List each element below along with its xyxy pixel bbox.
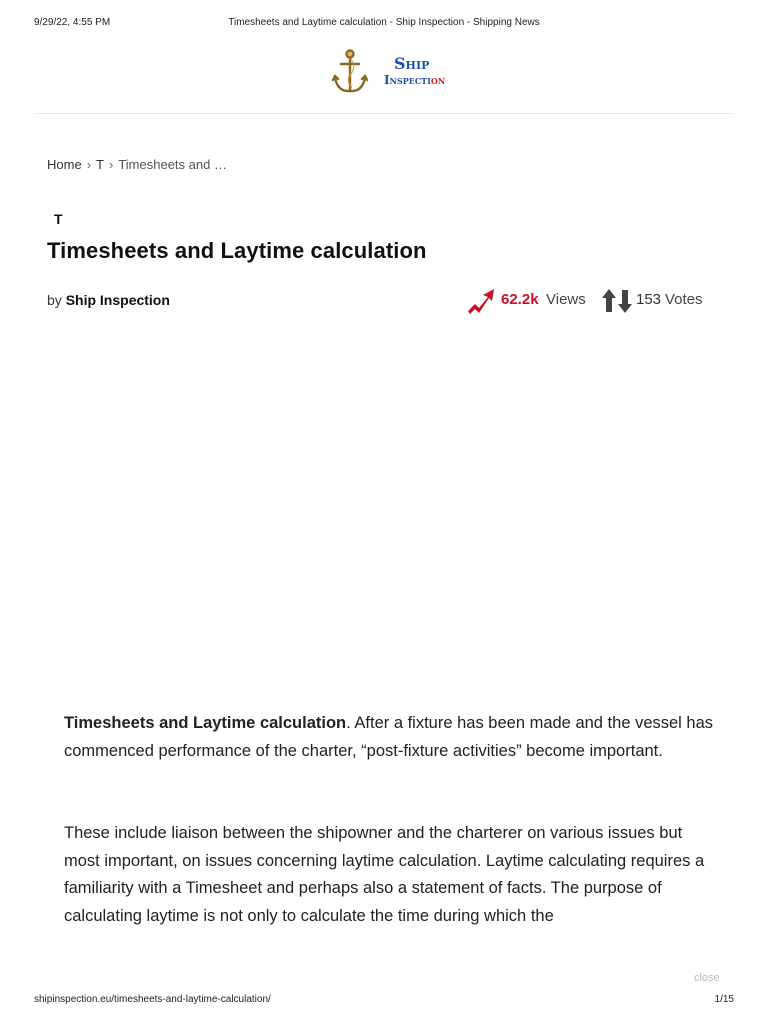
article-stats xyxy=(466,286,716,316)
vote-arrows-icon[interactable] xyxy=(601,288,633,314)
article-title: Timesheets and Laytime calculation xyxy=(47,238,427,263)
breadcrumb-category[interactable]: T xyxy=(96,157,104,172)
print-url: shipinspection.eu/timesheets-and-laytime-calculation/ xyxy=(34,994,271,1005)
votes-count: 153 xyxy=(636,291,662,308)
breadcrumb-home[interactable]: Home xyxy=(47,157,82,172)
byline xyxy=(47,292,170,308)
article-body xyxy=(64,710,714,930)
header-divider xyxy=(36,113,732,114)
logo-word-ship: Ship xyxy=(394,54,430,73)
site-logo[interactable] xyxy=(330,48,460,98)
anchor-icon xyxy=(330,48,370,96)
close-button[interactable]: close xyxy=(694,972,720,984)
trending-up-icon xyxy=(466,286,496,316)
logo-word-inspection-accent: on xyxy=(430,73,446,87)
votes-label: Votes xyxy=(665,291,703,308)
byline-prefix: by xyxy=(47,292,62,308)
breadcrumb-separator: › xyxy=(86,157,92,172)
logo-word-inspection-main: Inspecti xyxy=(384,73,431,87)
article-category[interactable]: T xyxy=(54,211,63,227)
breadcrumb-current: Timesheets and … xyxy=(118,157,227,172)
views-label: Views xyxy=(546,291,586,308)
print-header xyxy=(0,17,768,31)
breadcrumb-separator: › xyxy=(108,157,114,172)
paragraph xyxy=(64,710,714,765)
author-link[interactable]: Ship Inspection xyxy=(65,292,170,308)
logo-word-inspection xyxy=(384,74,445,86)
print-datetime: 9/29/22, 4:55 PM xyxy=(34,17,111,28)
paragraph-lead: Timesheets and Laytime calculation xyxy=(64,714,347,732)
print-page-number: 1/15 xyxy=(714,994,734,1005)
breadcrumb xyxy=(47,157,227,172)
views-count: 62.2k xyxy=(501,291,539,308)
paragraph: These include liaison between the shipowner and the charterer on various issues but most important, on issues concerning laytime calculation. Laytime calculating requires a familiarity with a Timesheet and perhaps also a statement of facts. The purpose of calculating laytime is not only to calculate the time during which the xyxy=(64,824,705,925)
logo-wordmark xyxy=(384,56,445,86)
print-doc-title: Timesheets and Laytime calculation - Ship Inspection - Shipping News xyxy=(228,17,540,28)
paragraph-text: . After a fixture has been made and the vessel has commenced performance of the charter, “post-fixture activities” become important. xyxy=(64,714,714,760)
